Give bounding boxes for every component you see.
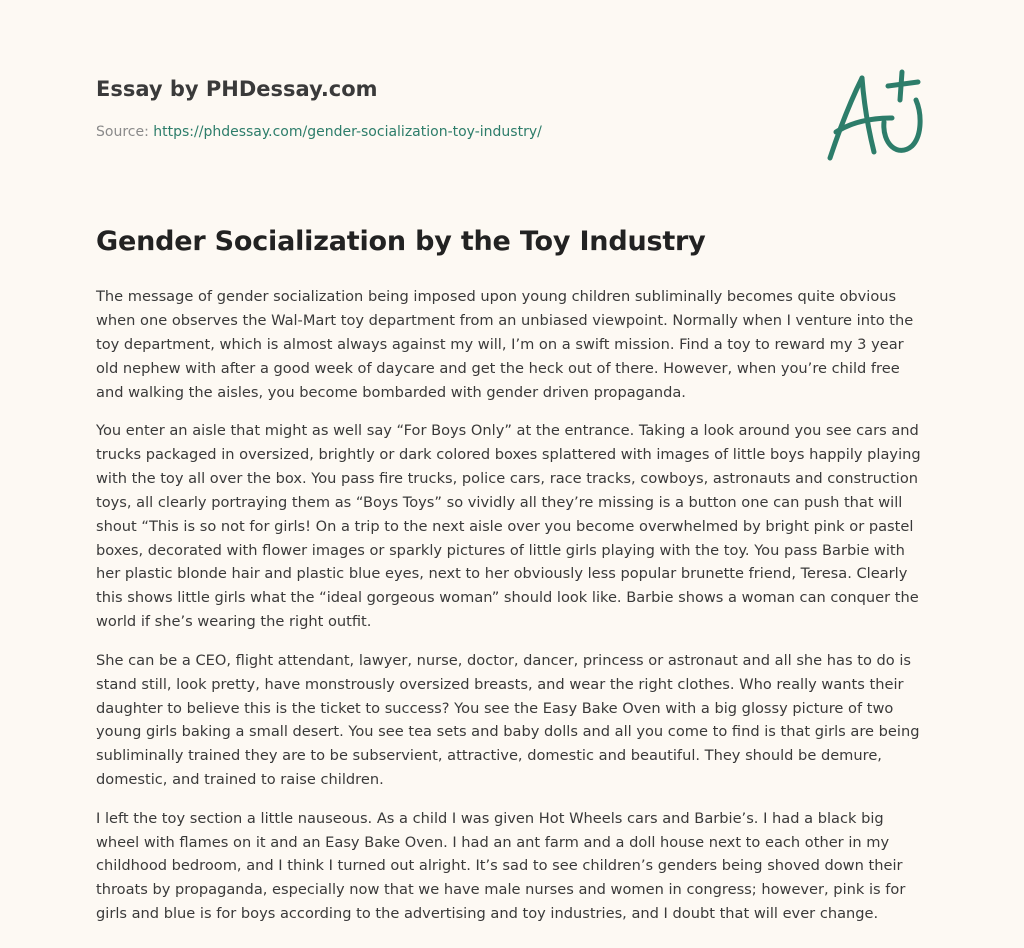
- essay-title: Gender Socialization by the Toy Industry: [96, 226, 706, 257]
- essay-paragraph: The message of gender socialization being imposed upon young children subliminally becomes quite obvious when one observes the Wal-Mart toy department from an unbiased viewpoint. Normally when I venture into the toy department, which is almost always against my will, I’m on a swift mission. Find a toy to reward my 3 year old nephew with after a good week of daycare and get the heck out of there. However, when you’re child free and walking the aisles, you become bombarded with gender driven propaganda.: [96, 288, 914, 401]
- essay-paragraph: I left the toy section a little nauseous. As a child I was given Hot Wheels cars and Barbie’s. I had a black big wheel with flames on it and an Easy Bake Oven. I had an ant farm and a doll house next to each other in my childhood bedroom, and I think I turned out alright. It’s sad to see children’s genders being shoved down their throats by propaganda, especially now that we have male nurses and women in congress; however, pink is for girls and blue is for boys according to the advertising and toy industries, and I doubt that will ever change.: [96, 809, 906, 923]
- essay-paragraph: You enter an aisle that might as well say “For Boys Only” at the entrance. Taking a look around you see cars and trucks packaged in oversized, brightly or dark colored boxes splattered with images of little boys happily playing with the toy all over the box. You pass fire trucks, police cars, race tracks, cowboys, astronauts and construction toys, all clearly portraying them as “Boys Toys” so vividly all they’re missing is a button one can push that will shout “This is so not for girls! On a trip to the next aisle over you become overwhelmed by bright pink or pastel boxes, decorated with flower images or sparkly pictures of little girls playing with the toy. You pass Barbie with her plastic blonde hair and plastic blue eyes, next to her obviously less popular brunette friend, Teresa. Clearly this shows little girls what the “ideal gorgeous woman” should look like. Barbie shows a woman can conquer the world if she’s wearing the right outfit.: [96, 422, 921, 631]
- essay-paragraph: She can be a CEO, flight attendant, lawyer, nurse, doctor, dancer, princess or astronaut and all she has to do is stand still, look pretty, have monstrously oversized breasts, and wear the right clothes. Who really wants their daughter to believe this is the ticket to success? You see the Easy Bake Oven with a big glossy picture of two young girls baking a small desert. You see tea sets and baby dolls and all you come to find is that girls are being subliminally trained they are to be subservient, attractive, domestic and beautiful. They should be demure, domestic, and trained to raise children.: [96, 651, 920, 789]
- source-line: [96, 124, 542, 140]
- essay-body: [96, 285, 928, 941]
- site-brand: Essay by PHDessay.com: [96, 77, 378, 101]
- source-link[interactable]: https://phdessay.com/gender-socialization-toy-industry/: [153, 124, 542, 140]
- a-plus-logo-icon: [822, 66, 932, 166]
- source-label: Source:: [96, 124, 154, 140]
